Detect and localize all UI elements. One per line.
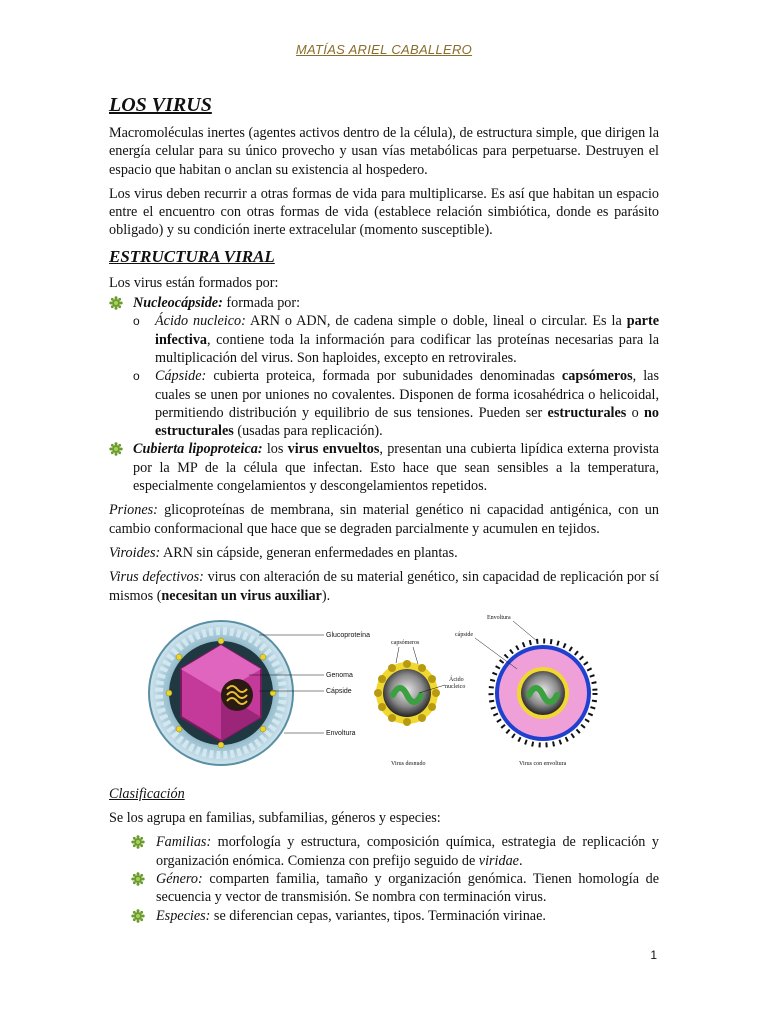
page-header: MATÍAS ARIEL CABALLERO — [295, 42, 473, 57]
term-genero: Género: — [156, 871, 203, 888]
familias-text-2: . — [518, 852, 523, 869]
acido-text-2: , contiene toda la información para codificar las proteínas necesarias para la multiplicación del virus. Son haploides, excepto en retrovirales. — [155, 331, 659, 366]
label-envoltura-small: Envoltura — [487, 614, 511, 621]
green-bullet-icon — [109, 296, 123, 310]
paragraph-multiplication: Los virus deben recurrir a otras formas de vida para multiplicarse. Es así que habitan un espacio entre el encuentro con otras formas de vida (establece relación simbiótica, donde es parásito obligado) y su condición inerte extracelular (momento susceptible). — [109, 185, 659, 239]
list-item-capside — [109, 367, 659, 440]
term-familias: Familias: — [156, 834, 212, 851]
term-especies: Especies: — [156, 907, 211, 924]
label-acido: Ácido — [449, 676, 464, 683]
label-capside: Cápside — [326, 687, 352, 695]
familias-italic: viridae — [478, 852, 519, 869]
document-body — [109, 92, 659, 925]
term-defectivos: Virus defectivos: — [109, 569, 204, 586]
especies-text: se diferencian cepas, variantes, tipos. Terminación virinae. — [210, 907, 546, 924]
circle-bullet-icon: o — [133, 369, 140, 384]
cubierta-text-2: , presentan una cubierta lipídica externa provista por la MP de la célula que infectan. Esto hace que sean sensibles a la temperatura, especialmente congelamientos y descongelamientos repetidos. — [133, 441, 659, 495]
green-bullet-icon — [109, 442, 123, 456]
term-cubierta: Cubierta lipoproteica: — [133, 441, 263, 458]
paragraph-priones — [109, 501, 659, 538]
page-number: 1 — [650, 948, 657, 962]
capside-bold-2: estructurales — [547, 404, 627, 421]
section-title-estructura: ESTRUCTURA VIRAL — [109, 246, 275, 266]
document-title: LOS VIRUS — [109, 94, 212, 116]
virus-diagram — [109, 611, 659, 781]
list-item-nucleocapside — [109, 294, 659, 312]
paragraph-viroides — [109, 544, 659, 562]
subsection-clasificacion: Clasificación — [109, 785, 185, 802]
list-item-cubierta — [109, 440, 659, 495]
clasificacion-intro: Se los agrupa en familias, subfamilias, géneros y especies: — [109, 810, 441, 827]
circle-bullet-icon: o — [133, 314, 140, 329]
term-nucleocapside: Nucleocápside: — [133, 295, 223, 312]
enveloped-virus-illustration — [149, 621, 370, 765]
nucleocapside-text: formada por: — [222, 295, 301, 312]
defectivos-bold: necesitan un virus auxiliar — [161, 587, 322, 604]
capside-text-1: cubierta proteica, formada por subunidades denominadas — [206, 368, 562, 385]
defectivos-text-2: ). — [321, 587, 331, 604]
estructura-intro: Los virus están formados por: — [109, 274, 279, 291]
familias-text-1: morfología y estructura, composición química, estrategia de replicación y organización enómica. Comienza con prefijo seguido de — [156, 834, 659, 869]
priones-text: glicoproteínas de membrana, sin material genético ni capacidad antigénica, con un cambio conformacional que hace que se degraden parcialmente y acumulen en tejidos. — [109, 502, 659, 537]
paragraph-definition: Macromoléculas inertes (agentes activos dentro de la célula), de estructura simple, que dirigen la energía celular para su único provecho y usan vías metabólicas para perpetuarse. Destruyen el espacio que habitan o anclan su existencia al hospedero. — [109, 125, 659, 178]
list-item-familias — [109, 833, 659, 870]
label-capsomeros: capsómeros — [391, 639, 420, 646]
green-bullet-icon — [131, 872, 145, 886]
genero-text: comparten familia, tamaño y organización genómica. Tienen homología de secuencia y vector de transmisión. Se nombra con terminación virus. — [156, 871, 659, 906]
defectivos-text-1: virus con alteración de su material genético, sin capacidad de replicación por sí mismos ( — [109, 569, 660, 604]
capside-bold-3: no estructurales — [155, 404, 659, 440]
viroides-text: ARN sin cápside, generan enfermedades en plantas. — [160, 544, 458, 561]
enveloped-virus-schematic — [455, 615, 595, 767]
capside-text-3: o — [626, 404, 645, 421]
acido-text-1: ARN o ADN, de cadena simple o doble, lineal o circular. Es la — [245, 313, 627, 330]
virus-structure-figure — [109, 611, 659, 781]
acido-bold: parte infectiva — [155, 313, 660, 348]
term-capside: Cápside: — [155, 368, 207, 385]
green-bullet-icon — [131, 909, 145, 923]
green-bullet-icon — [131, 835, 145, 849]
list-item-genero — [109, 870, 659, 907]
capside-bold-1: capsómeros — [561, 368, 633, 385]
list-item-especies — [109, 907, 659, 925]
term-priones: Priones: — [109, 502, 158, 519]
cubierta-bold: virus envueltos — [287, 441, 380, 458]
label-capside-small: cápside — [455, 631, 473, 638]
paragraph-defectivos — [109, 568, 659, 605]
capside-text-4: (usadas para replicación). — [233, 423, 383, 440]
term-acido-nucleico: Ácido nucleico: — [155, 313, 246, 330]
naked-virus-illustration — [374, 640, 465, 767]
cubierta-text-1: los — [262, 441, 288, 458]
caption-virus-con-envoltura: Virus con envoltura — [519, 760, 567, 767]
label-envoltura: Envoltura — [326, 729, 356, 737]
label-nucleico: nucleico — [445, 683, 466, 690]
label-genoma: Genoma — [326, 671, 353, 679]
label-glucoproteina: Glucoproteína — [326, 631, 370, 639]
term-viroides: Viroides: — [109, 544, 161, 561]
capside-text-2: , las cuales se unen por uniones no covalentes. Disponen de forma icosahédrica o helicoidal, permitiendo distribución y equilibrio de sus tensiones. Pueden ser — [155, 368, 659, 421]
caption-virus-desnudo: Virus desnudo — [391, 760, 426, 767]
list-item-acido-nucleico — [109, 312, 659, 367]
